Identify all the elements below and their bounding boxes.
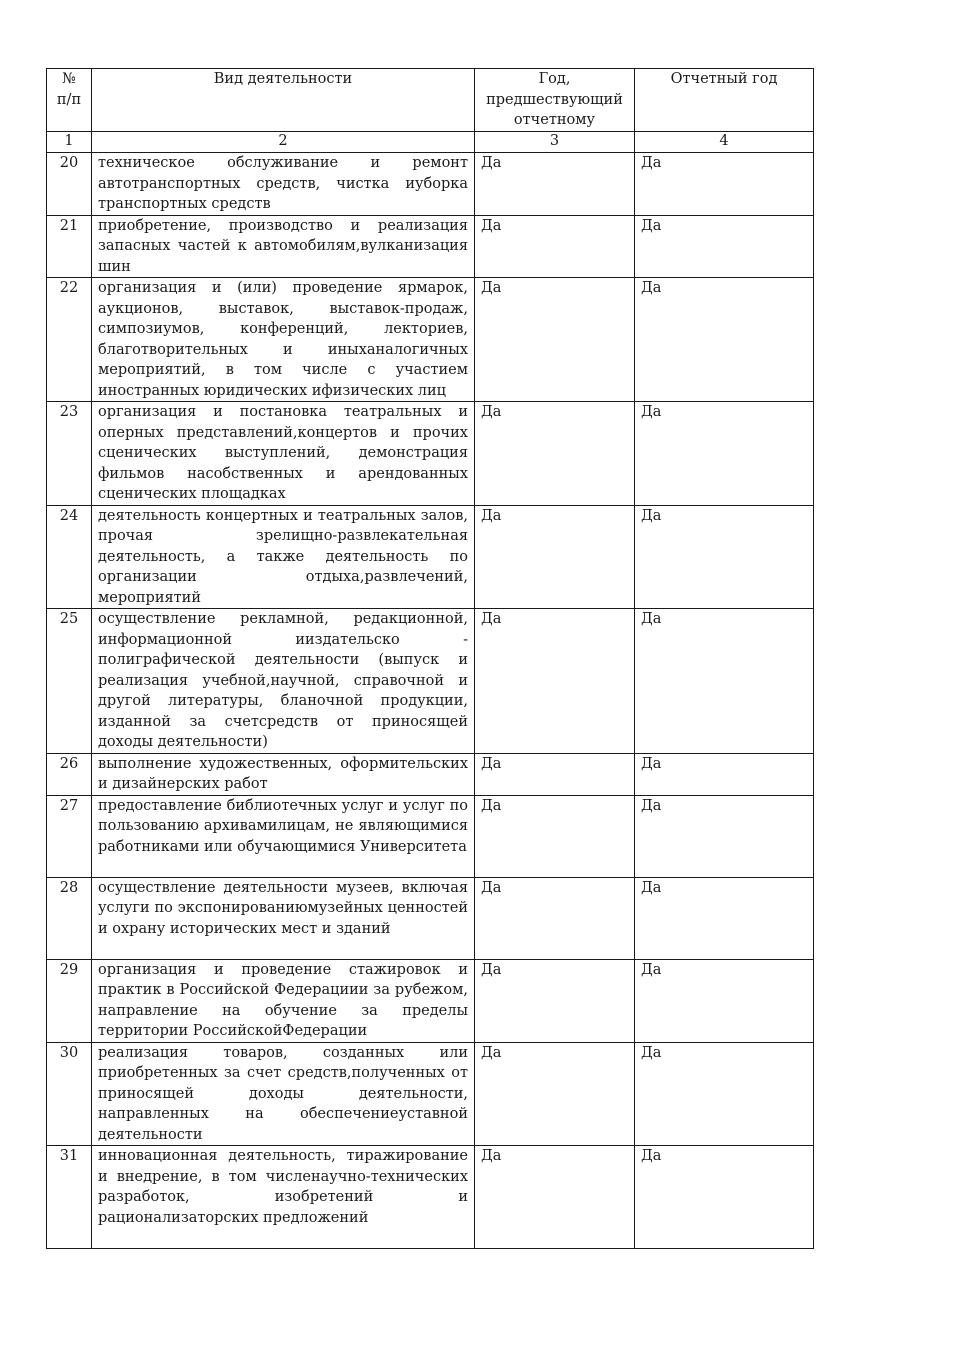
previous-year-cell: Да: [475, 753, 635, 795]
table-row: [47, 402, 814, 506]
report-year-cell: Да: [635, 505, 814, 609]
previous-year-cell: Да: [475, 877, 635, 959]
header-previous-year: Год, предшествующий отчетному: [475, 69, 635, 132]
activity-cell: реализация товаров, созданных или приобретенных за счет средств,полученных от приносящей доходы деятельности, направленных на обеспечениеуставной деятельности: [92, 1042, 475, 1146]
activity-cell: техническое обслуживание и ремонт автотранспортных средств, чистка иуборка транспортных средств: [92, 153, 475, 216]
previous-year-cell: Да: [475, 215, 635, 278]
activity-cell: организация и постановка театральных и оперных представлений,концертов и прочих сценических выступлений, демонстрация фильмов насобственных и арендованных сценических площадках: [92, 402, 475, 506]
activity-cell: организация и (или) проведение ярмарок, аукционов, выставок, выставок-продаж, симпозиумов, конференций, лекториев, благотворительных и иныханалогичных мероприятий, в том числе с участием иностранных юридических ифизических лиц: [92, 278, 475, 402]
previous-year-cell: Да: [475, 959, 635, 1042]
column-number: 4: [635, 132, 814, 153]
previous-year-cell: Да: [475, 1042, 635, 1146]
previous-year-cell: Да: [475, 609, 635, 754]
previous-year-cell: Да: [475, 1146, 635, 1249]
row-number: 23: [47, 402, 92, 506]
report-year-cell: Да: [635, 753, 814, 795]
previous-year-cell: Да: [475, 505, 635, 609]
activity-cell: осуществление деятельности музеев, включая услуги по экспонированиюмузейных ценностей и охрану исторических мест и зданий: [92, 877, 475, 959]
activity-cell: деятельность концертных и театральных залов, прочая зрелищно-развлекательная деятельность, а также деятельность по организации отдыха,развлечений, мероприятий: [92, 505, 475, 609]
activity-cell: организация и проведение стажировок и практик в Российской Федерациии за рубежом, направление на обучение за пределы территории РоссийскойФедерации: [92, 959, 475, 1042]
table-row: [47, 1042, 814, 1146]
report-year-cell: Да: [635, 402, 814, 506]
row-number: 27: [47, 795, 92, 877]
table-row: [47, 609, 814, 754]
table-row: [47, 505, 814, 609]
activity-cell: инновационная деятельность, тиражирование и внедрение, в том численаучно-технических разработок, изобретений и рационализаторских предложений: [92, 1146, 475, 1249]
previous-year-cell: Да: [475, 402, 635, 506]
column-number: 3: [475, 132, 635, 153]
activity-cell: предоставление библиотечных услуг и услуг по пользованию архивамилицам, не являющимися работниками или обучающимися Университета: [92, 795, 475, 877]
column-number: 1: [47, 132, 92, 153]
table-row: [47, 153, 814, 216]
report-year-cell: Да: [635, 609, 814, 754]
row-number: 20: [47, 153, 92, 216]
row-number: 24: [47, 505, 92, 609]
report-year-cell: Да: [635, 1042, 814, 1146]
report-year-cell: Да: [635, 278, 814, 402]
activities-table: [46, 68, 814, 1249]
table-row: [47, 1146, 814, 1249]
report-year-cell: Да: [635, 795, 814, 877]
header-activity: Вид деятельности: [92, 69, 475, 132]
table-row: [47, 278, 814, 402]
report-year-cell: Да: [635, 959, 814, 1042]
row-number: 25: [47, 609, 92, 754]
row-number: 28: [47, 877, 92, 959]
row-number: 30: [47, 1042, 92, 1146]
previous-year-cell: Да: [475, 795, 635, 877]
row-number: 26: [47, 753, 92, 795]
table-row: [47, 959, 814, 1042]
column-number-row: [47, 132, 814, 153]
row-number: 31: [47, 1146, 92, 1249]
header-row: [47, 69, 814, 132]
table-row: [47, 877, 814, 959]
report-year-cell: Да: [635, 153, 814, 216]
previous-year-cell: Да: [475, 278, 635, 402]
report-year-cell: Да: [635, 1146, 814, 1249]
table-row: [47, 753, 814, 795]
row-number: 29: [47, 959, 92, 1042]
header-report-year: Отчетный год: [635, 69, 814, 132]
report-year-cell: Да: [635, 215, 814, 278]
previous-year-cell: Да: [475, 153, 635, 216]
row-number: 21: [47, 215, 92, 278]
table-row: [47, 215, 814, 278]
header-number: № п/п: [47, 69, 92, 132]
row-number: 22: [47, 278, 92, 402]
column-number: 2: [92, 132, 475, 153]
activity-cell: выполнение художественных, оформительских и дизайнерских работ: [92, 753, 475, 795]
table-row: [47, 795, 814, 877]
activity-cell: приобретение, производство и реализация запасных частей к автомобилям,вулканизация шин: [92, 215, 475, 278]
report-year-cell: Да: [635, 877, 814, 959]
activity-cell: осуществление рекламной, редакционной, информационной ииздательско - полиграфической деятельности (выпуск и реализация учебной,научной, справочной и другой литературы, бланочной продукции, изданной за счетсредств от приносящей доходы деятельности): [92, 609, 475, 754]
